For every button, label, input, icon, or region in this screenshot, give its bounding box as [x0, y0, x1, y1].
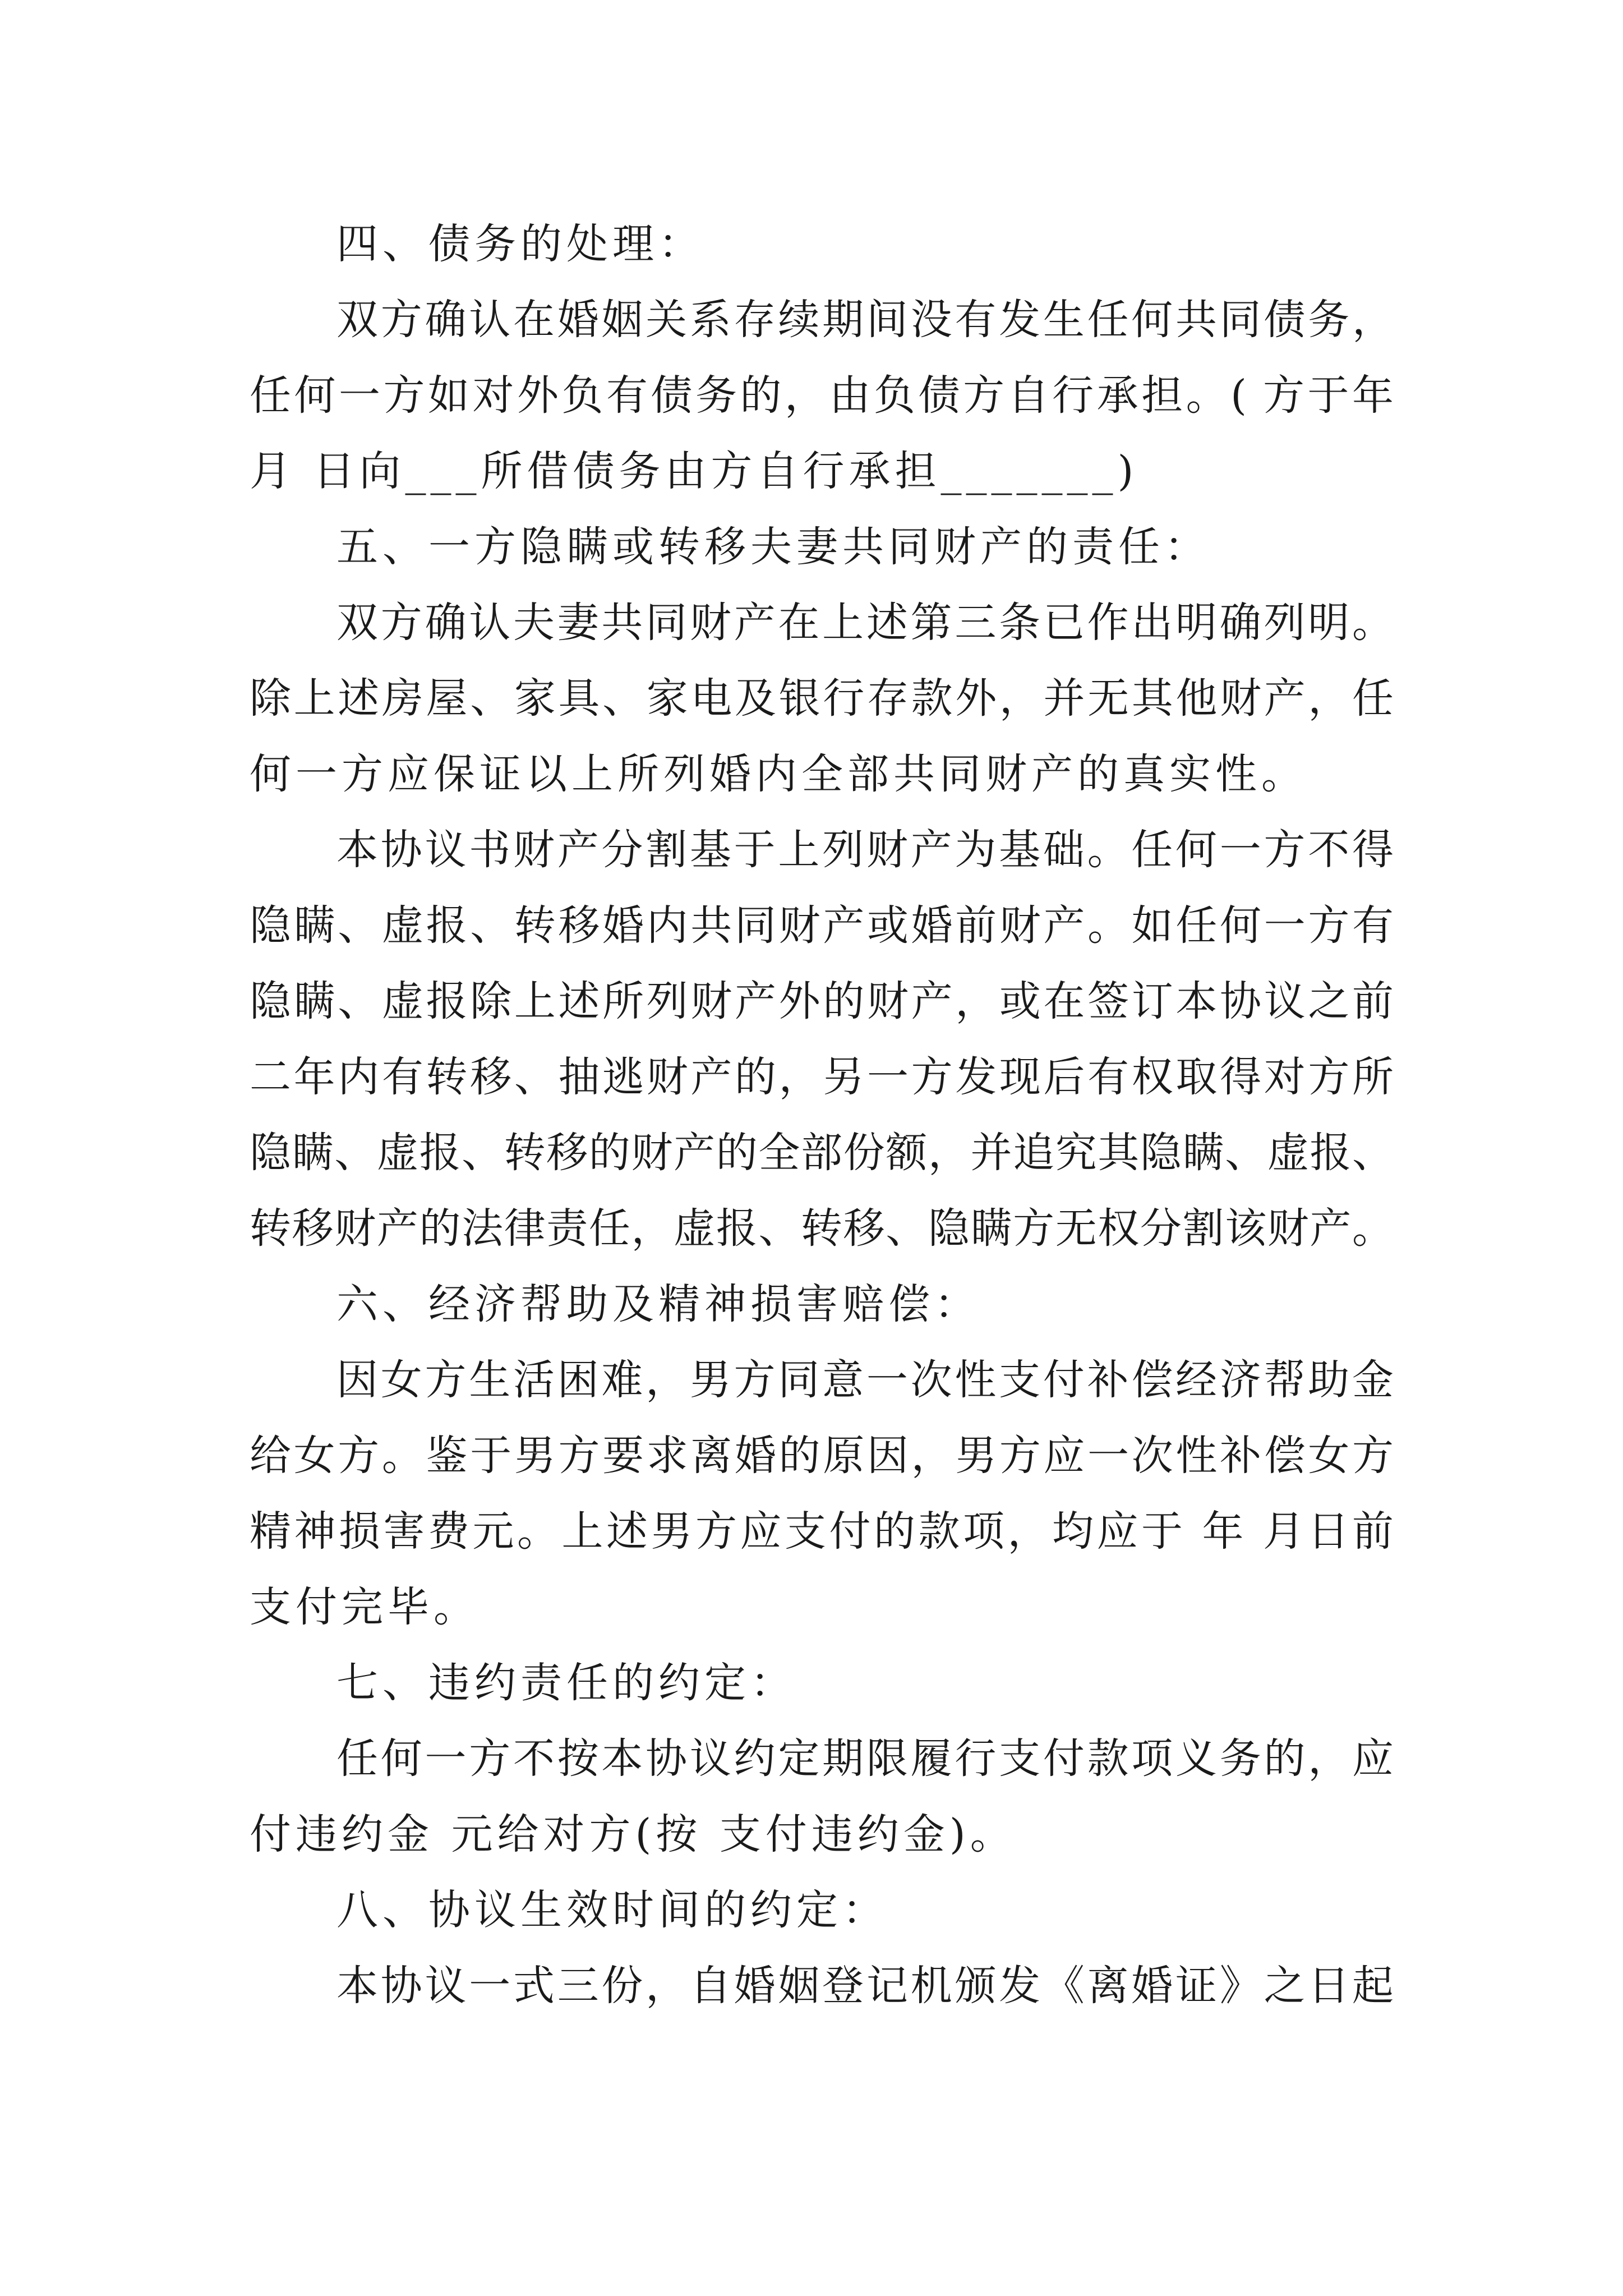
paragraph-line: 隐瞒、虚报、转移的财产的全部份额，并追究其隐瞒、虚报、	[250, 1129, 1394, 1177]
paragraph-line: 任何一方不按本协议约定期限履行支付款项义务的，应	[336, 1734, 1394, 1783]
section-heading-concealment: 五、一方隐瞒或转移夫妻共同财产的责任：	[336, 523, 1210, 571]
paragraph-line: 双方确认夫妻共同财产在上述第三条已作出明确列明。	[336, 599, 1394, 647]
paragraph-line: 本协议书财产分割基于上列财产为基础。任何一方不得	[336, 826, 1394, 874]
section-heading-effective-date: 八、协议生效时间的约定：	[336, 1886, 888, 1934]
section-heading-debts: 四、债务的处理：	[336, 220, 704, 268]
paragraph-line: 月 日向___所借债务由方自行承担_______)	[250, 447, 1138, 495]
paragraph-line: 二年内有转移、抽逃财产的，另一方发现后有权取得对方所	[250, 1053, 1394, 1101]
paragraph-line: 支付完毕。	[250, 1583, 479, 1631]
paragraph-line: 任何一方如对外负有债务的，由负债方自行承担。( 方于年	[250, 371, 1394, 420]
paragraph-line: 除上述房屋、家具、家电及银行存款外，并无其他财产，任	[250, 674, 1394, 723]
paragraph-line: 双方确认在婚姻关系存续期间没有发生任何共同债务，	[336, 296, 1394, 344]
paragraph-line: 隐瞒、虚报除上述所列财产外的财产，或在签订本协议之前	[250, 977, 1394, 1025]
paragraph-line: 本协议一式三份，自婚姻登记机颁发《离婚证》之日起	[336, 1962, 1394, 2010]
paragraph-line: 因女方生活困难，男方同意一次性支付补偿经济帮助金	[336, 1356, 1394, 1404]
paragraph-line: 精神损害费元。上述男方应支付的款项，均应于 年 月日前	[250, 1507, 1394, 1556]
paragraph-line: 转移财产的法律责任，虚报、转移、隐瞒方无权分割该财产。	[250, 1204, 1394, 1253]
paragraph-line: 给女方。鉴于男方要求离婚的原因，男方应一次性补偿女方	[250, 1432, 1394, 1480]
section-heading-breach: 七、违约责任的约定：	[336, 1659, 796, 1707]
paragraph-line: 隐瞒、虚报、转移婚内共同财产或婚前财产。如任何一方有	[250, 901, 1394, 950]
paragraph-line: 何一方应保证以上所列婚内全部共同财产的真实性。	[250, 750, 1307, 798]
paragraph-line: 付违约金 元给对方(按 支付违约金)。	[250, 1810, 1016, 1858]
section-heading-compensation: 六、经济帮助及精神损害赔偿：	[336, 1280, 980, 1328]
